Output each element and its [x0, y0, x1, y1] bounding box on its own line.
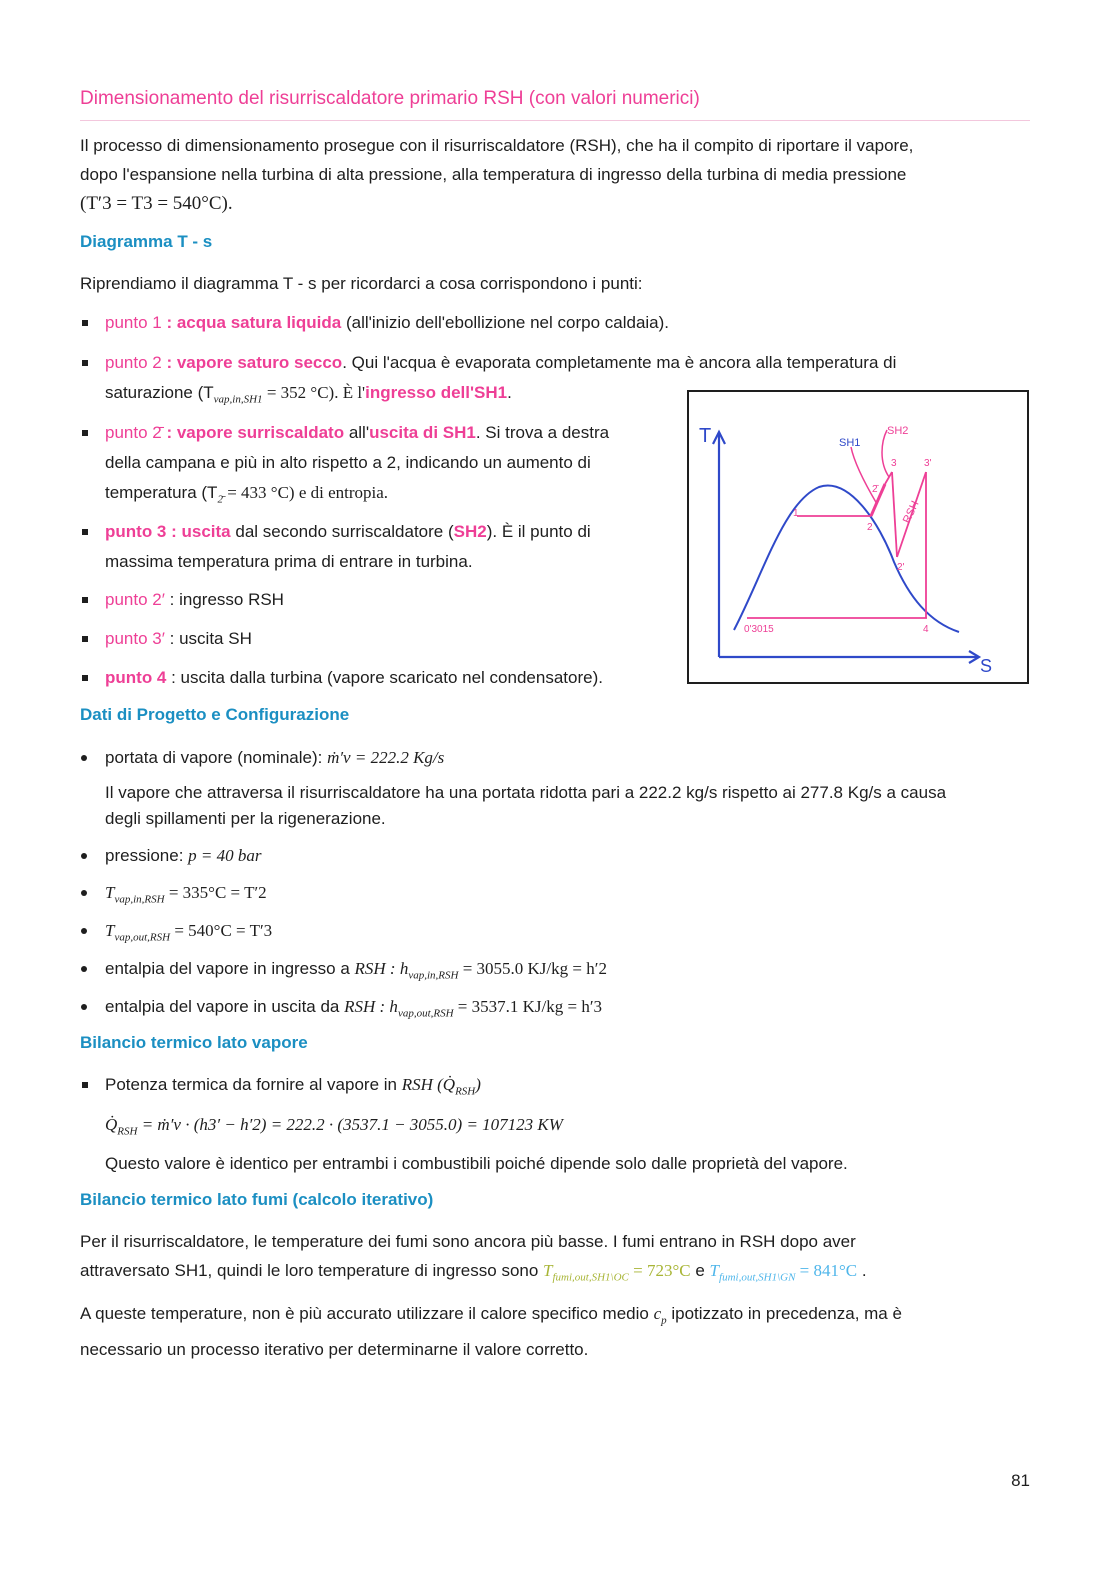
- intro-formula: (T′3 = T3 = 540°C).: [80, 193, 233, 214]
- intro-line-1: Il processo di dimensionamento prosegue con il risurriscaldatore (RSH), che ha il compito di riportare il vapore,: [80, 136, 914, 155]
- punto-desc-bold: vapore saturo secco: [176, 353, 343, 372]
- potenza-note: Questo valore è identico per entrambi i combustibili poiché dipende solo dalle proprietà del vapore.: [105, 1154, 848, 1173]
- punto-desc: (all'inizio dell'ebollizione nel corpo caldaia).: [341, 313, 670, 332]
- ts-diagram-svg: [689, 392, 1027, 682]
- potenza-equation: $Q̇_{RSH}$ = ṁ′v · (h3′ − h′2) = 222.2 · (3537.1 − 3055.0) = 107123 KW: [105, 1115, 563, 1138]
- label-sh1: SH1: [839, 437, 861, 449]
- fumi-paragraph-2: A queste temperature, non è più accurato utilizzare il calore specifico medio $c_p$ ipotizzato in precedenza, ma è necessario un processo iterativo per determinarne il valore corretto.: [80, 1304, 902, 1360]
- heading-ts-diagram: Diagramma T - s: [80, 232, 213, 251]
- label-rsh: RSH: [900, 499, 922, 526]
- label-2prime: 2': [897, 562, 905, 573]
- label-2: 2: [867, 522, 873, 533]
- label-2bar: 2̄: [872, 484, 878, 495]
- s-axis-label: S: [980, 656, 993, 676]
- label-sh2: SH2: [887, 425, 909, 437]
- page: Dimensionamento del risurriscaldatore primario RSH (con valori numerici) Il processo di dimensionamento prosegue con il risurriscaldatore (RSH), che ha il compito di riportare il vapore, dopo l'espansione nella turbina di alta pressione, alla temperatura di ingresso della turbina di media pressione (T′3 = T3 = 540°C). Diagramma T - s Riprendiamo il diagramma T - s per ricordarci a cosa corrispondono i punti: punto 1 : acqua satura liquida (all'inizio dell'ebollizione nel corpo caldaia). punto 2 : vapore saturo secco. Qui l'acqua è evaporata completamente ma è ancora alla temperatura di saturazione ($T_{vap,in,SH1} = 352$ °C). È l'ingresso dell'SH1. punto 2̄ : vapore surriscaldato all'uscita di SH1. Si trova a destra della campana e più in alto rispetto a 2, indicando un aumento di temperatura ($T_{2̄} = 433$ °C) e di entropia. punto 3 : uscita dal secondo surriscaldatore (SH2). È il punto di massima temperatura prima di entrare in turbina. punto 2′ : ingresso RSH punto 3′ : uscita SH punto 4 : uscita dalla turbina (vapore scaricato nel condensatore). T S SH1 SH2 RSH 1 2 2̄ 3 3' 2' 4 0'3015 Dati di Progetto e Configurazione portata di vapore (nominale): ṁ′v = 222.2 Kg/s Il vapore che attraversa il risurriscaldatore ha una portata ridotta pari a 222.2 kg/s rispetto ai 277.8 Kg/s a causa degli spillamenti per la rigenerazione. pressione: p = 40 bar $T_{vap,in,RSH} = 335^\circ C = T'2$ $T_{vap,out,RSH} = 540^\circ C = T'3$ entalpia del vapore in ingresso a RSH : $h_{vap,in,RSH} = 3055.0$ KJ/kg = h′2 entalpia del vapore in uscita da RSH : $h_{vap,out,RSH} = 3537.1$ KJ/kg = h′3 Bilancio termico lato vapore Potenza termica da fornire al vapore in RSH $(Q̇_{RSH})$ $Q̇_{RSH}$ = ṁ′v · (h3′ − h′2) = 222.2 · (3537.1 − 3055.0) = 107123 KW Questo valore è identico per entrambi i combustibili poiché dipende solo dalle proprietà del vapore. Bilancio termico lato fumi (calcolo iterativo) Per il risurriscaldatore, le temperature dei fumi sono ancora più basse. I fumi entrano in RSH dopo aver attraversato SH1, quindi le loro temperature di ingresso sono $T_{fumi,out,SH1\backslash OC} = 723^\circ C$ e $T_{fumi,out,SH1\backslash GN} = 841^\circ C$ . A queste temperature, non è più accurato utilizzare il calore specifico medio $c_p$ ipotizzato in precedenza, ma è necessario un processo iterativo per determinarne il valore corretto.: [80, 0, 1030, 1579]
- portata-note: Il vapore che attraversa il risurriscaldatore ha una portata ridotta pari a 222.2 kg/s rispetto ai 277.8 Kg/s a causa degli spillamenti per la rigenerazione.: [105, 783, 947, 828]
- punto-desc: . Qui l'acqua è evaporata completamente ma è ancora alla temperatura di: [342, 353, 897, 372]
- label-03015: 0'3015: [744, 624, 774, 635]
- punto-label: punto 1: [105, 313, 162, 332]
- page-number: 81: [1011, 1471, 1030, 1490]
- sh1-pointer: [851, 447, 877, 504]
- label-3prime: 3': [924, 458, 932, 469]
- t-axis-label: T: [699, 425, 712, 447]
- sh2-line: [885, 472, 892, 484]
- label-1: 1: [793, 508, 799, 519]
- ts-lead: Riprendiamo il diagramma T - s per ricordarci a cosa corrispondono i punti:: [80, 274, 643, 293]
- heading-dati-progetto: Dati di Progetto e Configurazione: [80, 705, 350, 724]
- label-4: 4: [923, 624, 929, 635]
- label-3: 3: [891, 458, 897, 469]
- heading-bilancio-fumi: Bilancio termico lato fumi (calcolo iterativo): [80, 1190, 434, 1209]
- intro-line-2: dopo l'espansione nella turbina di alta pressione, alla temperatura di ingresso della turbina di media pressione: [80, 165, 907, 184]
- fumi-paragraph-1: Per il risurriscaldatore, le temperature dei fumi sono ancora più basse. I fumi entrano in RSH dopo aver attraversato SH1, quindi le loro temperature di ingresso sono $T_{fumi,out,SH1\backslash OC} = 723^\circ C$ e $T_{fumi,out,SH1\backslash GN} = 841^\circ C$ .: [80, 1232, 867, 1284]
- punto-desc-bold: acqua satura liquida: [176, 313, 342, 332]
- ts-diagram-figure: [687, 390, 1029, 684]
- section-title: Dimensionamento del risurriscaldatore primario RSH (con valori numerici): [80, 88, 1030, 121]
- hp-expansion-line: [892, 472, 897, 557]
- sh2-pointer: [882, 430, 889, 477]
- heading-bilancio-vapore: Bilancio termico lato vapore: [80, 1033, 308, 1052]
- punto-label: punto 2: [105, 353, 162, 372]
- intro-paragraph: [80, 131, 1030, 218]
